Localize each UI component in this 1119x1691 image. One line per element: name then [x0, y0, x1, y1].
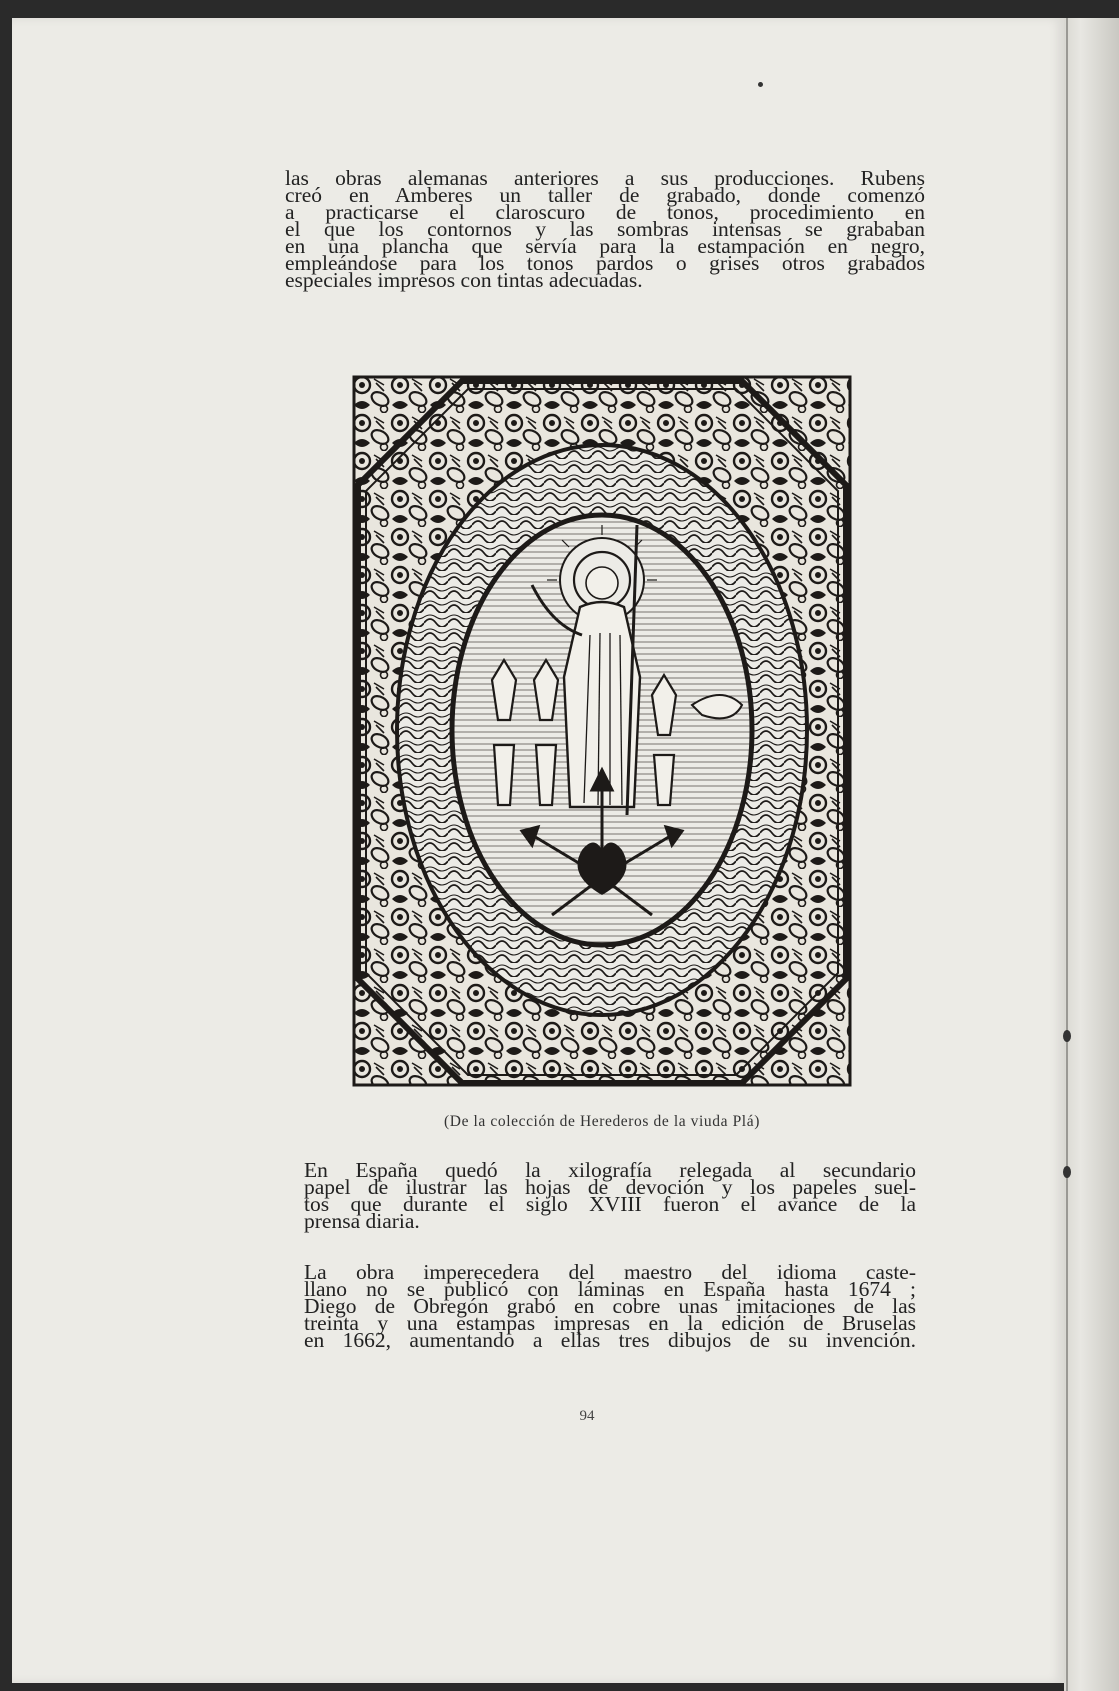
text-line: el que los contornos y las sombras intensas se grababan — [285, 217, 925, 241]
text-line: llano no se publicó con láminas en España hasta 1674 ; — [304, 1277, 916, 1301]
text-line: La obra imperecedera del maestro del idioma caste- — [304, 1260, 916, 1284]
binding-hole-mark — [1063, 1166, 1071, 1178]
text-line: las obras alemanas anteriores a sus producciones. Rubens — [285, 166, 925, 190]
text-line: Diego de Obregón grabó en cobre unas imitaciones de las — [304, 1294, 916, 1318]
paragraph-1 — [285, 166, 925, 292]
text-line: creó en Amberes un taller de grabado, donde comenzó — [285, 183, 925, 207]
paragraph-3 — [276, 1260, 916, 1352]
page-edge-stack — [1064, 18, 1119, 1691]
text-line: a practicarse el claroscuro de tonos, procedimiento en — [285, 200, 925, 224]
text-line: empleándose para los tonos pardos o grises otros grabados — [285, 251, 925, 275]
speck-mark — [758, 82, 763, 87]
text-line: En España quedó la xilografía relegada al secundario — [304, 1158, 916, 1182]
text-line: en una plancha que servía para la estampación en negro, — [285, 234, 925, 258]
figure-caption: (De la colección de Herederos de la viuda Plá) — [444, 1113, 760, 1130]
text-line: tos que durante el siglo XVIII fueron el avance de la — [304, 1192, 916, 1216]
text-line: treinta y una estampas impresas en la edición de Bruselas — [304, 1311, 916, 1335]
text-line: en 1662, aumentando a ellas tres dibujos de su invención. — [304, 1328, 916, 1352]
page-edge-line — [1066, 18, 1068, 1691]
paragraph-2 — [276, 1158, 916, 1233]
woodcut-illustration — [352, 375, 852, 1090]
woodcut-image — [352, 375, 852, 1090]
text-line: papel de ilustrar las hojas de devoción y los papeles suel- — [304, 1175, 916, 1199]
text-line: especiales impresos con tintas adecuadas. — [285, 268, 643, 292]
binding-hole-mark — [1063, 1030, 1071, 1042]
text-line: prensa diaria. — [304, 1209, 420, 1233]
page-number: 94 — [579, 1408, 595, 1424]
